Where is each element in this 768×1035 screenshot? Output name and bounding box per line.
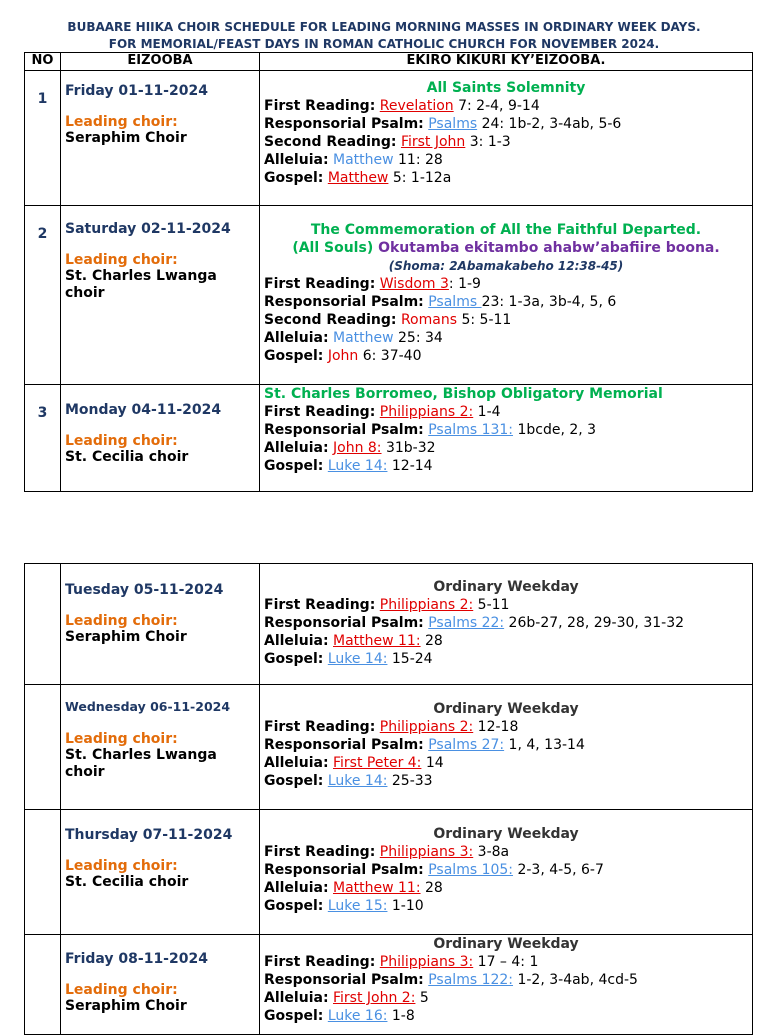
scripture-link[interactable]: Matthew 11: [333,880,421,896]
leading-choir-label: Leading choir: [65,433,178,449]
gospel [260,169,752,187]
scripture-link[interactable]: Psalms [428,294,482,310]
alleluia-label: Alleluia: [264,440,329,456]
row-number: 2 [37,226,48,242]
verse-ref: 28 [420,633,443,649]
date: Friday 01-11-2024 [65,83,208,99]
all-souls-label: (All Souls) [292,240,374,256]
reading-cell [260,685,753,810]
scripture-link[interactable]: Philippians 2: [379,597,474,613]
responsorial-psalm [260,421,752,439]
weekday-heading: Ordinary Weekday [433,579,579,595]
table-row [25,385,753,492]
gospel-label: Gospel: [264,170,324,186]
psalm-label: Responsorial Psalm: [264,862,424,878]
weekday-heading: Ordinary Weekday [433,936,579,952]
row-number-cell [25,810,61,935]
row-number: 3 [37,405,48,421]
row-number-cell [25,935,61,1035]
first-reading [260,953,752,971]
row-number-cell [25,385,61,492]
table-row [25,71,753,206]
gospel [260,1007,752,1025]
verse-ref: 1, 4, 13-14 [504,737,585,753]
verse-ref: 5: 5-11 [457,312,512,328]
feast-heading: St. Charles Borromeo, Bishop Obligatory Memorial [264,386,663,402]
scripture-link[interactable]: Luke 14: [327,651,388,667]
row-number-cell [25,685,61,810]
day-cell [61,71,260,206]
verse-ref: 24: 1b-2, 3-4ab, 5-6 [477,116,622,132]
first-reading-label: First Reading: [264,597,376,613]
scripture-link[interactable]: Wisdom 3 [379,276,449,292]
date: Tuesday 05-11-2024 [65,582,224,598]
weekday-heading: Ordinary Weekday [433,701,579,717]
first-reading [260,97,752,115]
weekday-heading: Ordinary Weekday [433,826,579,842]
day-cell [61,810,260,935]
leading-choir-label: Leading choir: [65,982,178,998]
verse-ref: 25: 34 [393,330,443,346]
choir-name-line-2: choir [65,764,105,780]
gospel-label: Gospel: [264,348,324,364]
alleluia [260,989,752,1007]
verse-ref: 7: 2-4, 9-14 [453,98,540,114]
scripture-link[interactable]: Philippians 2: [379,404,474,420]
responsorial-psalm [260,614,752,632]
first-reading-label: First Reading: [264,404,376,420]
scripture-link[interactable]: John 8: [333,440,382,456]
second-reading-label: Second Reading: [264,134,397,150]
psalm-label: Responsorial Psalm: [264,116,424,132]
alleluia [260,439,752,457]
alleluia [260,754,752,772]
choir-name-line-1: St. Charles Lwanga [65,747,217,763]
verse-ref: 3-8a [473,844,510,860]
verse-ref: 12-18 [473,719,519,735]
scripture-link[interactable]: First John [400,134,466,150]
verse-ref: 2-3, 4-5, 6-7 [513,862,604,878]
psalm-label: Responsorial Psalm: [264,737,424,753]
leading-choir-label: Leading choir: [65,114,178,130]
table-row [25,685,753,810]
scripture-link[interactable]: Matthew [333,152,394,168]
leading-choir-label: Leading choir: [65,252,178,268]
scripture-link[interactable]: Philippians 3: [379,844,474,860]
gospel-label: Gospel: [264,1008,324,1024]
responsorial-psalm [260,971,752,989]
day-cell [61,685,260,810]
date: Friday 08-11-2024 [65,951,208,967]
leading-choir-label: Leading choir: [65,731,178,747]
feast-heading-line-2 [260,239,752,257]
alleluia-label: Alleluia: [264,990,329,1006]
choir-name-line-1: St. Charles Lwanga [65,268,217,284]
alleluia [260,151,752,169]
runyankore-heading: Okutamba ekitambo ahabw’abafiire boona. [378,240,720,256]
verse-ref: 14 [421,755,444,771]
table-row [25,810,753,935]
feast-heading: The Commemoration of All the Faithful Departed. [310,222,702,238]
choir-name: Seraphim Choir [65,629,187,645]
verse-ref: 26b-27, 28, 29-30, 31-32 [504,615,685,631]
row-number-cell [25,71,61,206]
verse-ref: 1bcde, 2, 3 [513,422,597,438]
reading-cell [260,71,753,206]
table-header-row [25,53,753,71]
scripture-link[interactable]: Psalms 131: [428,422,514,438]
header-ekiro: EKIRO KIKURI KY’EIZOOBA. [260,53,753,71]
reading-cell [260,564,753,685]
reading-cell [260,385,753,492]
scripture-link[interactable]: Philippians 3: [379,954,474,970]
verse-ref: 12-14 [387,458,433,474]
date: Thursday 07-11-2024 [65,827,233,843]
verse-ref: 15-24 [387,651,433,667]
day-cell [61,385,260,492]
feast-heading: All Saints Solemnity [426,80,586,96]
choir-name-line-2: choir [65,285,105,301]
gospel-label: Gospel: [264,458,324,474]
first-reading-label: First Reading: [264,954,376,970]
alleluia [260,879,752,897]
schedule-table-1 [24,52,753,492]
scripture-link[interactable]: First Peter 4: [333,755,422,771]
gospel [260,347,752,365]
first-reading [260,718,752,736]
responsorial-psalm [260,736,752,754]
document-title-line-2: FOR MEMORIAL/FEAST DAYS IN ROMAN CATHOLIC CHURCH FOR NOVEMBER 2024. [108,37,660,51]
first-reading-label: First Reading: [264,844,376,860]
scripture-link[interactable]: Luke 14: [327,773,388,789]
verse-ref: 25-33 [387,773,433,789]
gospel-label: Gospel: [264,898,324,914]
alleluia-label: Alleluia: [264,633,329,649]
alleluia [260,632,752,650]
verse-ref: 5: 1-12a [388,170,452,186]
verse-ref: 1-2, 3-4ab, 4cd-5 [513,972,638,988]
row-number-cell [25,206,61,385]
psalm-label: Responsorial Psalm: [264,615,424,631]
gospel-label: Gospel: [264,773,324,789]
scripture-link[interactable]: Matthew [333,330,394,346]
date: Monday 04-11-2024 [65,402,222,418]
second-reading-label: Second Reading: [264,312,397,328]
psalm-label: Responsorial Psalm: [264,422,424,438]
scripture-link[interactable]: Psalms 105: [428,862,514,878]
scripture-link[interactable]: Revelation [379,98,454,114]
gospel [260,650,752,668]
first-reading-label: First Reading: [264,276,376,292]
scripture-link[interactable]: Psalms 122: [428,972,514,988]
verse-ref: 23: 1-3a, 3b-4, 5, 6 [481,294,617,310]
first-reading [260,403,752,421]
first-reading [260,843,752,861]
scripture-link[interactable]: Luke 16: [327,1008,388,1024]
alleluia [260,329,752,347]
choir-name: Seraphim Choir [65,998,187,1014]
choir-name: St. Cecilia choir [65,874,189,890]
table-row [25,564,753,685]
verse-ref: 1-8 [387,1008,415,1024]
verse-ref: 11: 28 [393,152,443,168]
first-reading-label: First Reading: [264,719,376,735]
verse-ref: 5 [415,990,429,1006]
table-row [25,935,753,1035]
header-eizooba: EIZOOBA [61,53,260,71]
second-reading [260,133,752,151]
verse-ref: 31b-32 [381,440,436,456]
date: Saturday 02-11-2024 [65,221,231,237]
verse-ref: 17 – 4: 1 [473,954,539,970]
shoma-reading: (Shoma: 2Abamakabeho 12:38-45) [388,259,624,273]
verse-ref: 5-11 [473,597,510,613]
second-reading [260,311,752,329]
gospel [260,457,752,475]
verse-ref: : 1-9 [448,276,481,292]
reading-cell [260,206,753,385]
date: Wednesday 06-11-2024 [65,699,231,714]
responsorial-psalm [260,293,752,311]
verse-ref: 3: 1-3 [465,134,511,150]
schedule-table-2 [24,563,753,1035]
alleluia-label: Alleluia: [264,152,329,168]
scripture-link[interactable]: Romans [400,312,458,328]
responsorial-psalm [260,115,752,133]
scripture-link[interactable]: Psalms 22: [428,615,505,631]
row-number-cell [25,564,61,685]
scripture-link[interactable]: Matthew 11: [333,633,421,649]
first-reading [260,275,752,293]
document-title-line-1: BUBAARE HIIKA CHOIR SCHEDULE FOR LEADING MORNING MASSES IN ORDINARY WEEK DAYS. [67,20,701,34]
day-cell [61,564,260,685]
psalm-label: Responsorial Psalm: [264,294,424,310]
row-number: 1 [37,91,48,107]
choir-name: St. Cecilia choir [65,449,189,465]
alleluia-label: Alleluia: [264,880,329,896]
leading-choir-label: Leading choir: [65,858,178,874]
day-cell [61,935,260,1035]
first-reading-label: First Reading: [264,98,376,114]
verse-ref: 6: 37-40 [358,348,422,364]
scripture-link[interactable]: Luke 14: [327,458,388,474]
alleluia-label: Alleluia: [264,755,329,771]
day-cell [61,206,260,385]
verse-ref: 28 [420,880,443,896]
psalm-label: Responsorial Psalm: [264,972,424,988]
verse-ref: 1-4 [473,404,501,420]
gospel-label: Gospel: [264,651,324,667]
responsorial-psalm [260,861,752,879]
scripture-link[interactable]: First John 2: [333,990,416,1006]
header-no: NO [25,53,61,71]
gospel [260,772,752,790]
reading-cell [260,935,753,1035]
scripture-link[interactable]: Luke 15: [327,898,388,914]
reading-cell [260,810,753,935]
leading-choir-label: Leading choir: [65,613,178,629]
scripture-link[interactable]: Psalms 27: [428,737,505,753]
gospel [260,897,752,915]
first-reading [260,596,752,614]
alleluia-label: Alleluia: [264,330,329,346]
scripture-link[interactable]: Psalms [428,116,478,132]
scripture-link[interactable]: Matthew [327,170,389,186]
scripture-link[interactable]: John [327,348,359,364]
scripture-link[interactable]: Philippians 2: [379,719,474,735]
verse-ref: 1-10 [387,898,424,914]
table-row [25,206,753,385]
choir-name: Seraphim Choir [65,130,187,146]
